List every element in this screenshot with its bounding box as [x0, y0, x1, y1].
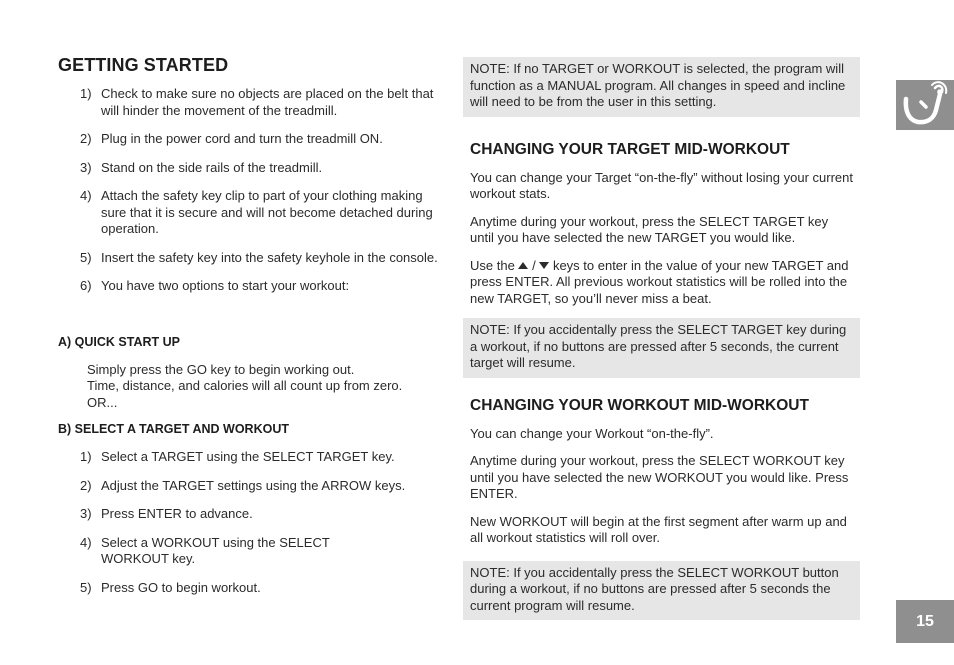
step-item: 2) Plug in the power cord and turn the treadmill ON.: [80, 131, 383, 146]
select-workout-note: NOTE: If you accidentally press the SELECT WORKOUT button during a workout, if no buttons are pressed after 5 seconds the current program will resume.: [463, 561, 860, 621]
hand-pointing-icon: [896, 80, 954, 130]
hand-pointing-icon-svg: [896, 80, 954, 130]
workout-paragraph: You can change your Workout “on-the-fly”.: [470, 425, 714, 441]
step-item: 1) Select a TARGET using the SELECT TARGET key.: [80, 449, 395, 464]
select-target-heading: B) SELECT A TARGET AND WORKOUT: [58, 422, 289, 436]
getting-started-title: GETTING STARTED: [58, 55, 229, 75]
workout-paragraph: New WORKOUT will begin at the first segment after warm up and all workout statistics will roll over.: [470, 513, 847, 545]
left-column: [58, 55, 438, 608]
workout-paragraph: Anytime during your workout, press the SELECT WORKOUT key until you have selected the new WORKOUT you would like. Press ENTER.: [470, 453, 849, 501]
quick-start-body: [58, 362, 438, 412]
target-section-title: CHANGING YOUR TARGET MID-WORKOUT: [470, 140, 790, 158]
step-item: 3) Stand on the side rails of the treadmill.: [80, 159, 323, 175]
arrow-up-icon: [518, 262, 528, 269]
target-paragraph: Anytime during your workout, press the SELECT TARGET key until you have selected the new TARGET you would like.: [470, 213, 829, 245]
step-item: 1) Check to make sure no objects are placed on the belt that will hinder the movement of the treadmill.: [80, 86, 434, 118]
target-paragraph: You can change your Target “on-the-fly” without losing your current workout stats.: [470, 169, 853, 201]
quick-start-line: Simply press the GO key to begin working out.: [87, 361, 355, 377]
select-target-steps: [58, 449, 438, 596]
right-column: [463, 57, 860, 620]
step-item: 5) Insert the safety key into the safety keyhole in the console.: [80, 249, 438, 265]
step-item: 5) Press GO to begin workout.: [80, 579, 261, 595]
step-item: 2) Adjust the TARGET settings using the ARROW keys.: [80, 477, 406, 493]
quick-start-line: OR...: [87, 394, 118, 410]
page-number: 15: [896, 600, 954, 643]
select-target-note: NOTE: If you accidentally press the SELECT TARGET key during a workout, if no buttons are pressed after 5 seconds, the current target will resume.: [463, 318, 860, 378]
workout-section-title: CHANGING YOUR WORKOUT MID-WORKOUT: [470, 396, 809, 414]
step-item: 6) You have two options to start your workout:: [80, 278, 350, 293]
arrow-down-icon: [539, 262, 549, 269]
manual-program-note: NOTE: If no TARGET or WORKOUT is selected, the program will function as a MANUAL program. All changes in speed and incline will need to be from the user in this setting.: [463, 57, 860, 117]
step-item: 3) Press ENTER to advance.: [80, 506, 253, 521]
step-item: 4) Attach the safety key clip to part of your clothing making sure that it is secure and will not become detached during operation.: [80, 188, 433, 236]
step-item: 4) Select a WORKOUT using the SELECT WORKOUT key.: [80, 534, 330, 566]
quick-start-heading: A) QUICK START UP: [58, 334, 180, 349]
getting-started-steps: [58, 86, 438, 295]
quick-start-line: Time, distance, and calories will all count up from zero.: [87, 378, 403, 393]
target-arrow-paragraph: Use the / keys to enter in the value of your new TARGET and press ENTER. All previous workout statistics will be rolled into the new TARGET, so you’ll never miss a beat.: [470, 257, 849, 306]
